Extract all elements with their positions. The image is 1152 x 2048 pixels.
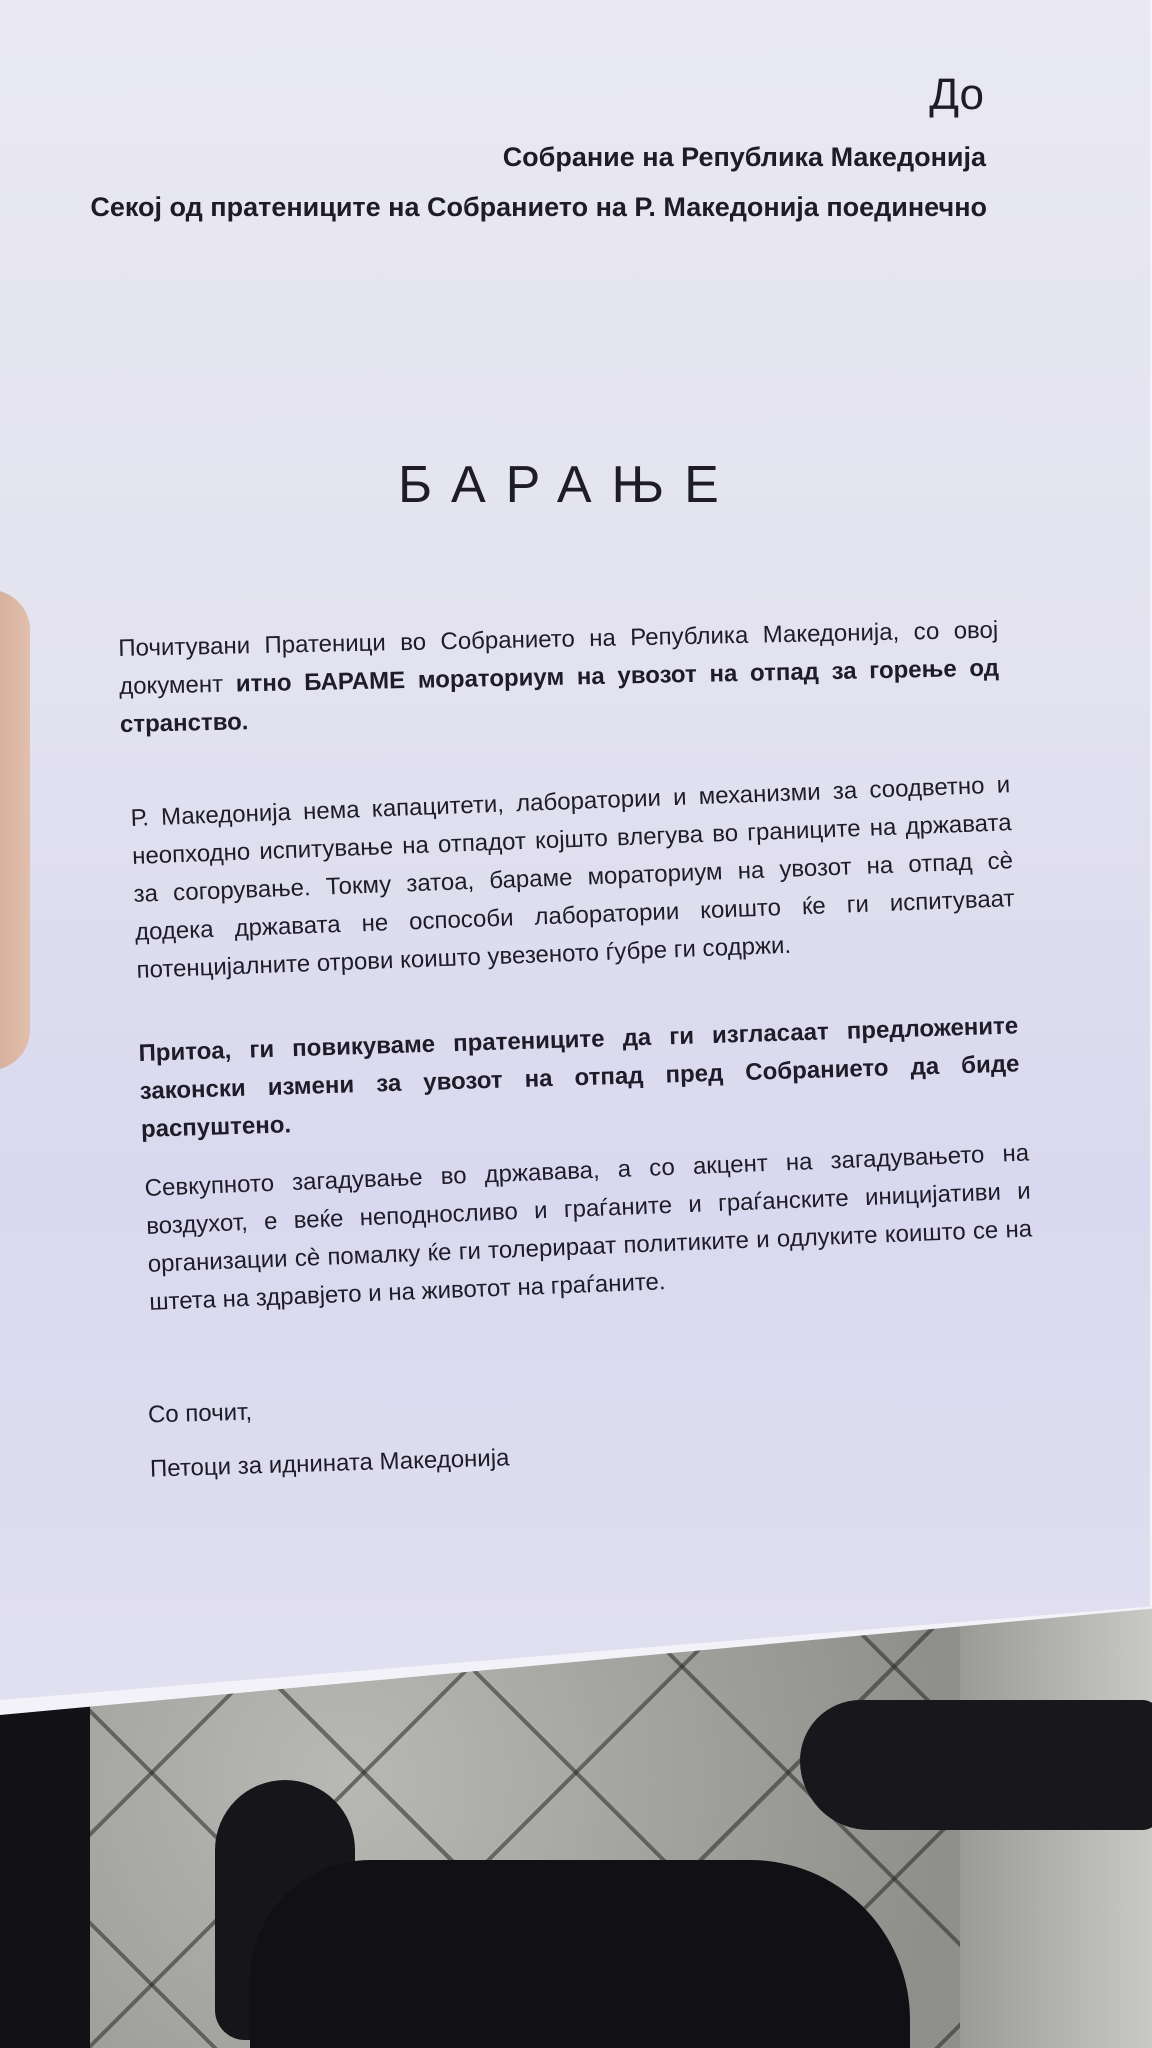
shadow-area — [0, 1700, 90, 2048]
right-shoe — [800, 1700, 1152, 1830]
paragraph-intro-text: Почитувани Пратеници во Собранието на Република Македонија, со овој документ — [118, 616, 999, 700]
paragraph-appeal: Притоа, ги повикуваме пратениците да ги изгласаат предложените законски измени за увозот на отпад пред Собранието да биде распуштено. — [138, 1012, 1020, 1143]
paragraph-intro — [118, 612, 1000, 744]
paragraph-intro-demand: итно БАРАМЕ мораториум на увозот на отпад за горење од странство. — [119, 654, 1000, 738]
closing-phrase: Со почит, — [147, 1398, 253, 1429]
addressee-label: До — [929, 70, 984, 119]
paragraph-reasoning: Р. Македонија нема капацитети, лаборатории и механизми за соодветно и неопходно испитување на отпадот којшто влегува во границите на државата за согорување. Токму затоа, бараме мораториум на увозот на отпад сè додека државата не оспособи лаборатории коишто ќе ги испитуваат потенцијалните отрови коишто увезеното ѓубре ги содржи. — [130, 771, 1015, 984]
signature-line: Петоци за иднината Македонија — [149, 1444, 510, 1483]
paragraph-pollution: Севкупното загадување во државава, а со акцент на загадувањето на воздухот, е веќе неподносливо и граѓаните и граѓанските иницијативи и организации сè помалку ќе ги толерираат политиките и одлуките коишто се на штета на здравјето и на животот на граѓаните. — [144, 1139, 1033, 1316]
recipient-assembly: Собрание на Република Македонија — [502, 142, 986, 172]
recipient-mps: Секој од пратениците на Собранието на Р. Македонија поединечно — [90, 192, 987, 222]
document-title: БАРАЊЕ — [398, 456, 739, 514]
holding-thumb — [0, 590, 30, 1070]
trouser-leg — [250, 1860, 910, 2048]
